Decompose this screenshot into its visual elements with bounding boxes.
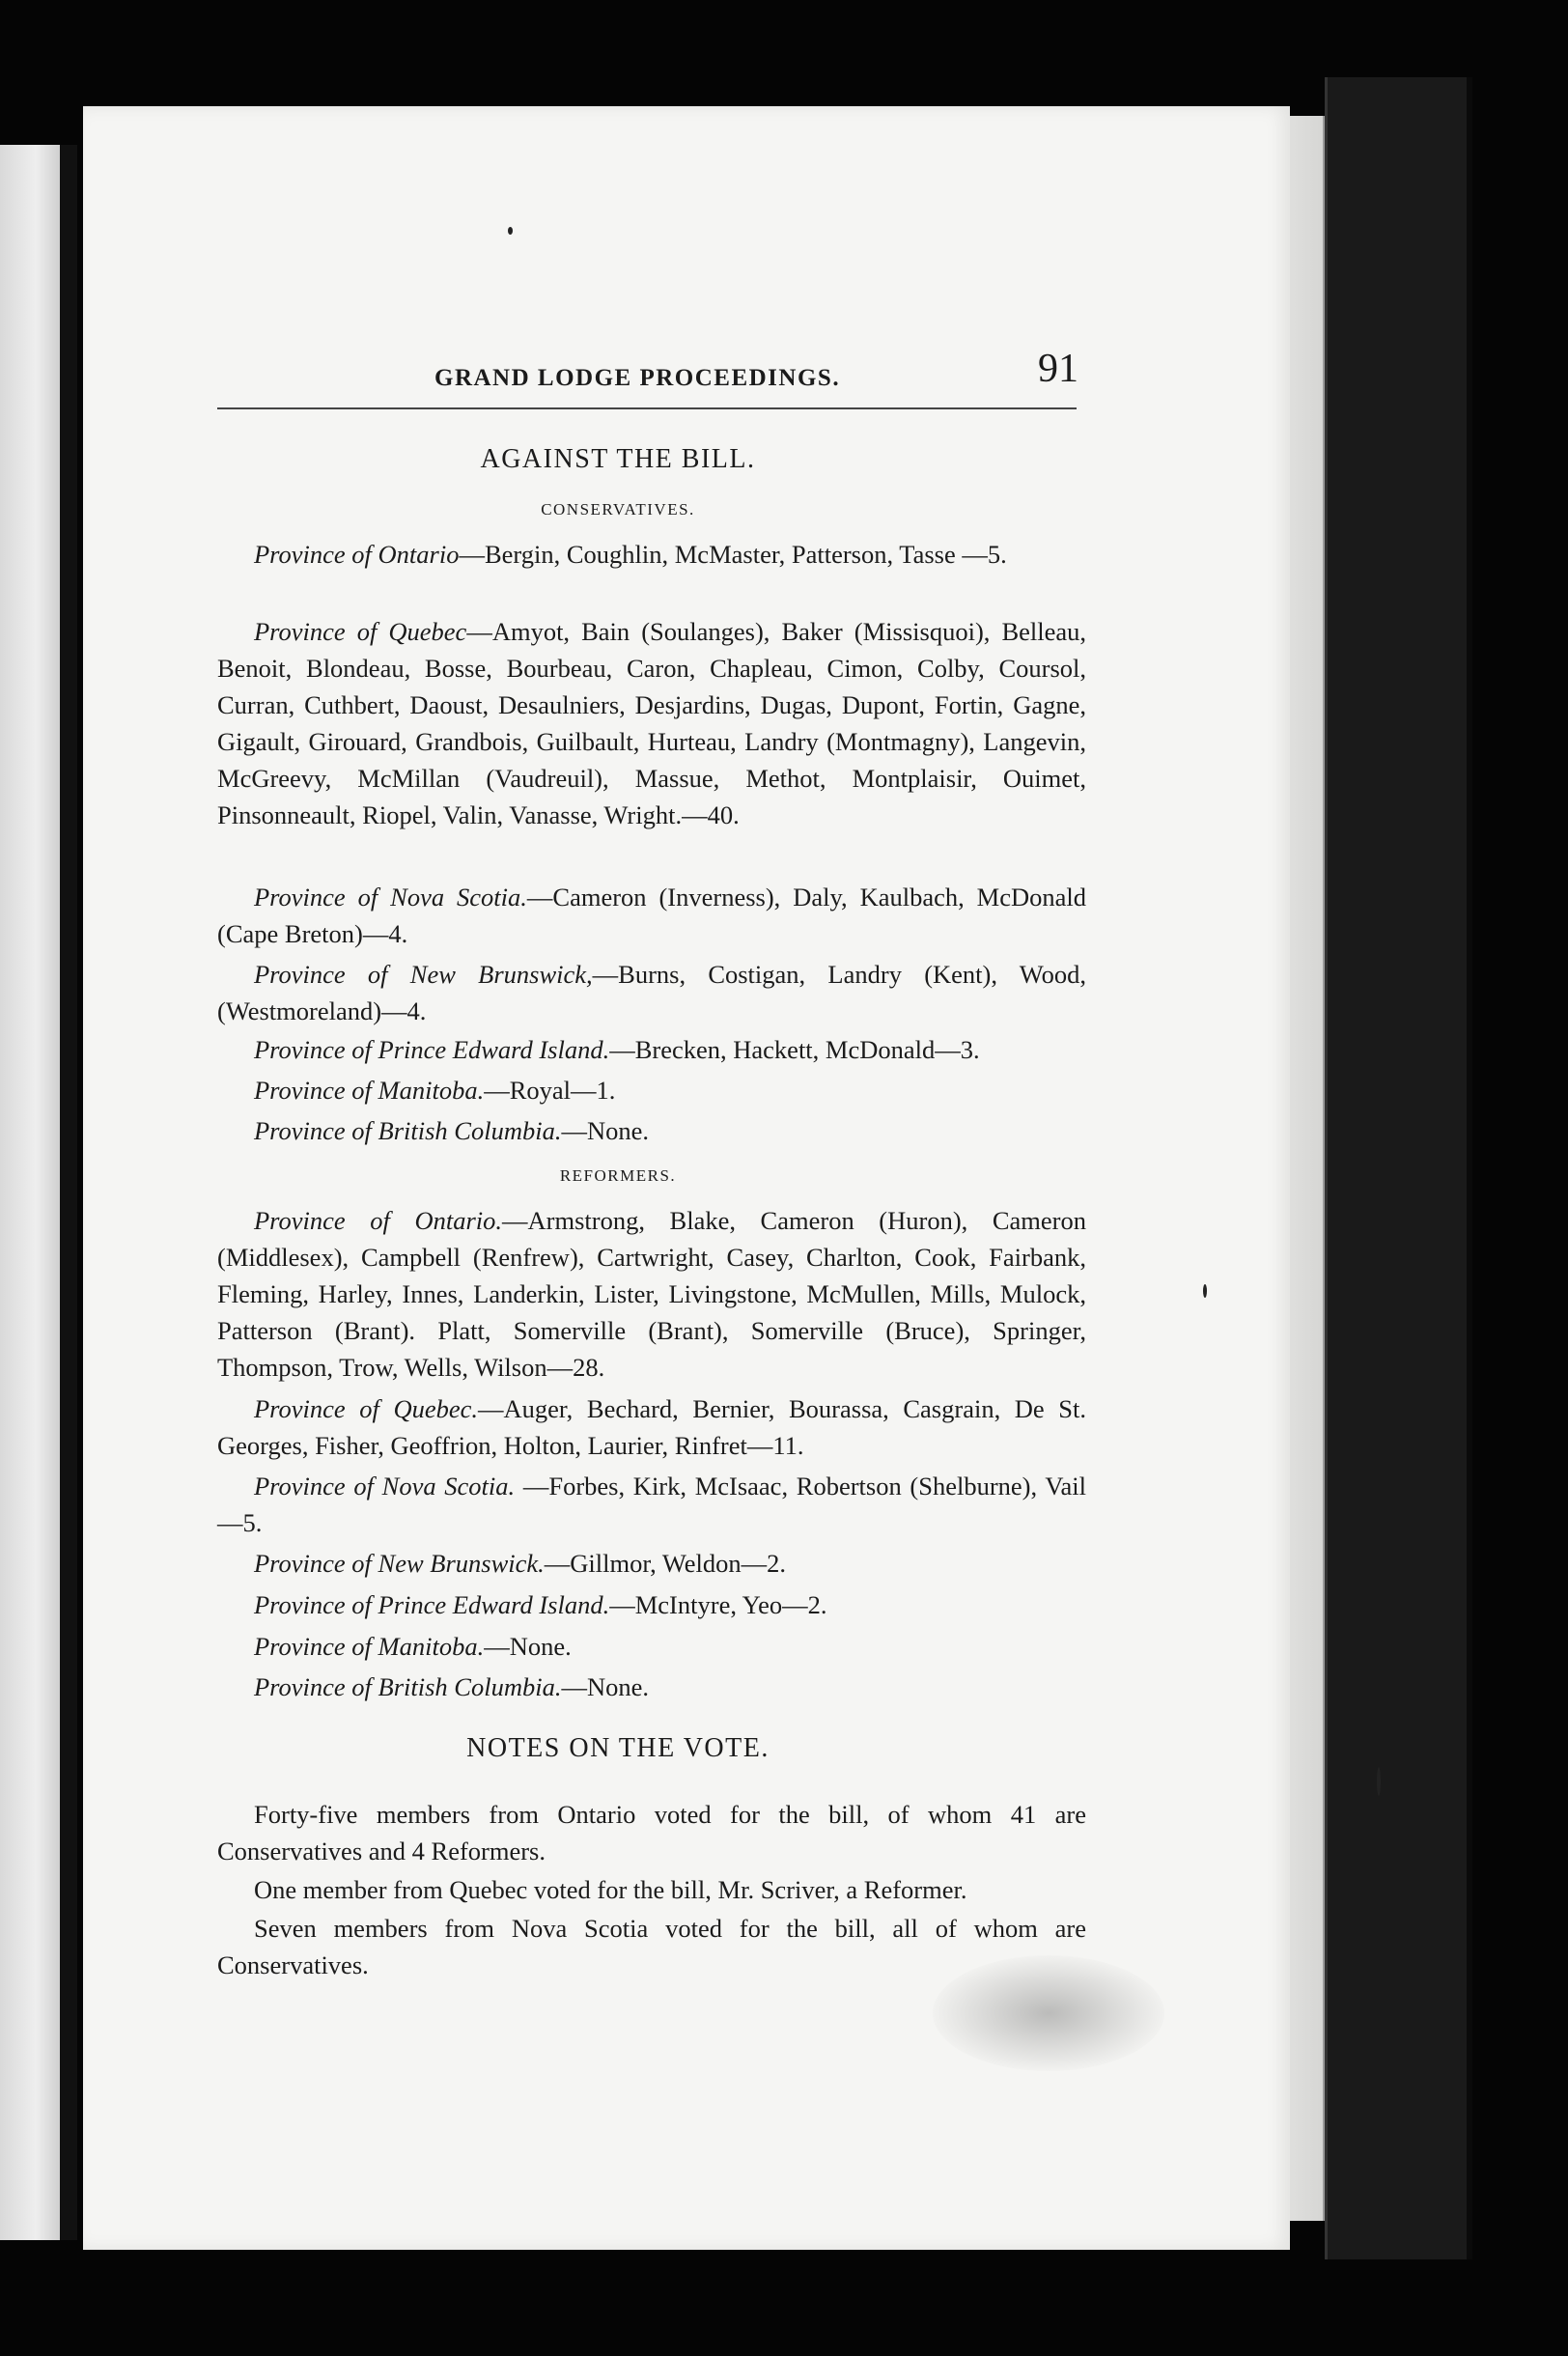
province-name: Province of New Brunswick.	[254, 1549, 545, 1578]
province-name: Province of Prince Edward Island.	[254, 1590, 610, 1619]
member-list: Brecken, Hackett, McDonald—3.	[634, 1035, 980, 1064]
member-list: Auger, Bechard, Bernier, Bourassa, Casgrain, De St. Georges, Fisher, Geoffrion, Holton, Laurier, Rinfret—11.	[217, 1394, 1087, 1460]
province-name: Province of British Columbia.	[254, 1116, 562, 1145]
member-list: None.	[509, 1632, 572, 1661]
reformers-heading: REFORMERS.	[559, 1166, 677, 1185]
member-list: Forbes, Kirk, McIsaac, Robertson (Shelburne), Vail—5.	[217, 1472, 1087, 1537]
member-list: Amyot, Bain (Soulanges), Baker (Missisquoi), Belleau, Benoit, Blondeau, Bosse, Bourbeau, Caron, Chapleau, Cimon, Colby, Coursol, Curran, Cuthbert, Daoust, Desaulniers, Desjardins, Dugas, Dupont, Fortin, Gagne, Gigault, Girouard, Grandbois, Guilbault, Hurteau, Landry (Montmagny), Langevin, McGreevy, McMillan (Vaudreuil), Massue, Methot, Montplaisir, Ouimet, Pinsonneault, Riopel, Valin, Vanasse, Wright.—40.	[217, 617, 1087, 829]
province-name: Province of Nova Scotia.	[254, 883, 527, 912]
province-name: Province of Prince Edward Island.	[254, 1035, 610, 1064]
member-list: Cameron (Inverness), Daly, Kaulbach, McDonald (Cape Breton)—4.	[217, 883, 1087, 948]
province-name: Province of Quebec.	[254, 1394, 479, 1423]
province-name: Province of British Columbia.	[254, 1672, 562, 1701]
running-head	[135, 241, 1101, 391]
member-list: Royal—1.	[509, 1076, 616, 1105]
separator: —	[592, 960, 619, 989]
against-the-bill-heading: AGAINST THE BILL.	[480, 444, 756, 474]
separator: —	[609, 1035, 635, 1064]
separator: —	[466, 617, 492, 646]
separator: —	[478, 1394, 504, 1423]
province-name: Province of Ontario	[254, 540, 460, 569]
reformers-manitoba	[217, 1628, 1086, 1665]
province-name: Province of Manitoba.	[254, 1632, 485, 1661]
separator: —	[544, 1549, 571, 1578]
member-list: None.	[586, 1116, 649, 1145]
header-rule	[217, 407, 1077, 409]
book-gutter	[60, 145, 77, 2240]
conservatives-nova-scotia	[217, 879, 1086, 952]
member-list: McIntyre, Yeo—2.	[634, 1590, 827, 1619]
member-list: Burns, Costigan, Landry (Kent), Wood, (Westmoreland)—4.	[217, 960, 1087, 1025]
separator: —	[484, 1632, 510, 1661]
province-name: Province of Manitoba.	[254, 1076, 485, 1105]
separator: —	[561, 1672, 587, 1701]
member-list: None.	[586, 1672, 649, 1701]
member-list: Armstrong, Blake, Cameron (Huron), Cameron (Middlesex), Campbell (Renfrew), Cartwright, Casey, Charlton, Cook, Fairbank, Fleming, Harley, Innes, Landerkin, Lister, Livingstone, McMullen, Mills, Mulock, Patterson (Brant). Platt, Somerville (Brant), Somerville (Bruce), Springer, Thompson, Trow, Wells, Wilson—28.	[217, 1206, 1086, 1382]
separator: —	[515, 1472, 549, 1501]
reformers-pei	[217, 1586, 1086, 1623]
conservatives-new-brunswick	[217, 956, 1086, 1029]
conservatives-ontario	[217, 536, 1086, 573]
conservatives-manitoba	[217, 1072, 1086, 1108]
separator: —	[561, 1116, 587, 1145]
running-head-title: GRAND LODGE PROCEEDINGS.	[434, 365, 841, 391]
reformers-ontario	[217, 1202, 1086, 1386]
conservatives-british-columbia	[217, 1112, 1086, 1149]
conservatives-quebec	[217, 613, 1086, 833]
page-number: 91	[1038, 347, 1078, 391]
separator: —	[526, 883, 553, 912]
separator: —	[484, 1076, 510, 1105]
page-speck	[1377, 1767, 1381, 1796]
conservatives-heading: CONSERVATIVES.	[541, 500, 695, 519]
conservatives-pei	[217, 1031, 1086, 1068]
page-speck	[508, 227, 513, 235]
notes-paragraph: Seven members from Nova Scotia voted for the bill, all of whom are Conservatives.	[217, 1914, 1086, 1979]
separator: —	[502, 1206, 528, 1235]
member-list: Bergin, Coughlin, McMaster, Patterson, Tasse —5.	[484, 540, 1007, 569]
reformers-british-columbia	[217, 1669, 1086, 1705]
separator: —	[459, 540, 485, 569]
separator: —	[609, 1590, 635, 1619]
province-name: Province of New Brunswick,	[254, 960, 593, 989]
notes-on-the-vote-heading: NOTES ON THE VOTE.	[466, 1733, 770, 1763]
province-name: Province of Ontario.	[254, 1206, 502, 1235]
reformers-new-brunswick	[217, 1545, 1086, 1582]
notes-paragraph: One member from Quebec voted for the bill, Mr. Scriver, a Reformer.	[254, 1875, 967, 1904]
reformers-nova-scotia	[217, 1468, 1086, 1541]
province-name: Province of Quebec	[254, 617, 467, 646]
reformers-quebec	[217, 1390, 1086, 1464]
book-cover-edge	[1325, 77, 1472, 2259]
left-page-edge	[0, 145, 60, 2240]
page-speck	[1203, 1284, 1207, 1298]
member-list: Gillmor, Weldon—2.	[570, 1549, 787, 1578]
province-name: Province of Nova Scotia.	[254, 1472, 516, 1501]
notes-paragraph: Forty-five members from Ontario voted for the bill, of whom 41 are Conservatives and 4 Reformers.	[217, 1800, 1086, 1865]
